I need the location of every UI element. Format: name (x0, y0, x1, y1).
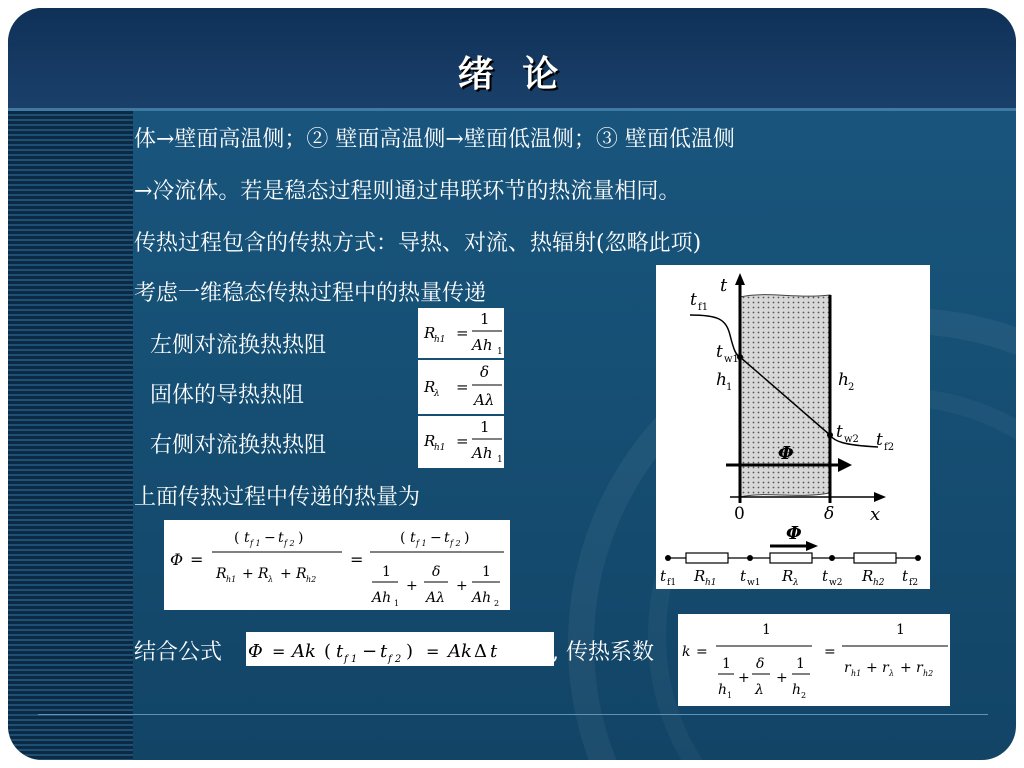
svg-text:w1: w1 (747, 578, 761, 588)
svg-text:−: − (362, 641, 378, 662)
svg-text:w2: w2 (844, 434, 859, 445)
svg-text:+: + (456, 578, 468, 594)
svg-text:+: + (280, 566, 292, 582)
svg-text:=: = (456, 324, 469, 342)
svg-text:f 1: f 1 (344, 654, 358, 665)
text-line-8: 上面传热过程中传递的热量为 (134, 485, 421, 510)
tf1-label: t (690, 290, 697, 310)
svg-text:1: 1 (726, 382, 733, 393)
item-left-convection: 左侧对流换热热阻 (150, 333, 327, 358)
header-divider (8, 108, 1016, 111)
svg-text:Aλ: Aλ (426, 590, 445, 606)
svg-text:+: + (242, 566, 254, 582)
svg-text:t: t (380, 641, 388, 662)
svg-text:w2: w2 (829, 578, 843, 588)
text-heat-transfer-coefficient: , 传热系数 (552, 640, 654, 665)
svg-text:1: 1 (382, 564, 391, 580)
svg-text:): ) (406, 641, 414, 662)
svg-text:h1: h1 (705, 578, 717, 588)
svg-text:λ: λ (268, 575, 274, 584)
svg-text:t: t (336, 641, 344, 662)
svg-text:=: = (456, 432, 469, 450)
svg-text:R: R (258, 566, 269, 582)
svg-text:r: r (882, 660, 889, 676)
svg-text:Ak: Ak (448, 641, 472, 662)
heat-flow-arrowhead (838, 458, 852, 472)
equation-rlambda (418, 360, 504, 414)
svg-text:h1: h1 (851, 669, 862, 678)
svg-text:1: 1 (482, 564, 491, 580)
origin-label: 0 (734, 504, 745, 524)
svg-text:f2: f2 (909, 578, 919, 588)
svg-text:h2: h2 (923, 669, 934, 678)
svg-text:λ: λ (434, 389, 440, 399)
resistor-rh1 (686, 553, 728, 563)
svg-text:λ: λ (755, 682, 764, 698)
node-tw2 (829, 555, 835, 561)
delta-label: δ (824, 504, 835, 524)
svg-text:f 2: f 2 (388, 654, 402, 665)
svg-text:Ak: Ak (292, 641, 316, 662)
svg-text:f1: f1 (667, 578, 677, 588)
svg-text:+: + (406, 578, 418, 594)
svg-text:t: t (490, 641, 498, 662)
svg-text:=: = (426, 642, 440, 661)
svg-text:Ah: Ah (472, 444, 493, 462)
footer-divider (38, 714, 988, 715)
left-stripe-decoration (8, 111, 133, 760)
svg-text:R: R (424, 432, 436, 450)
svg-text:f 2: f 2 (450, 539, 461, 548)
resistor-rlambda (770, 553, 812, 563)
svg-text:=: = (456, 378, 469, 396)
svg-text:=: = (350, 550, 364, 569)
phi-label: Φ (778, 443, 794, 464)
slide-title: 绪 论 (457, 53, 567, 95)
text-line-2: →冷流体。若是稳态过程则通过串联环节的热流量相同。 (134, 179, 681, 204)
svg-text:+: + (900, 660, 912, 676)
text-line-3: 传热过程包含的传热方式：导热、对流、热辐射(忽略此项) (134, 231, 702, 256)
svg-text:R: R (694, 567, 706, 585)
svg-text:1: 1 (727, 691, 733, 700)
slide (8, 8, 1016, 760)
svg-text:1: 1 (497, 347, 503, 357)
svg-text:2: 2 (494, 599, 500, 608)
svg-text:+: + (866, 660, 878, 676)
svg-text:R: R (424, 378, 436, 396)
h2-label: h (838, 370, 849, 390)
svg-text:Φ: Φ (248, 641, 263, 662)
svg-text:f1: f1 (698, 302, 709, 313)
svg-text:t: t (244, 530, 250, 546)
equation-rh2 (418, 416, 504, 468)
item-solid-conduction: 固体的导热热阻 (150, 383, 305, 408)
t-axis-label: t (720, 275, 728, 296)
svg-text:R: R (216, 566, 227, 582)
x-axis-arrow (874, 492, 886, 502)
svg-text:δ: δ (756, 656, 765, 672)
svg-text:1: 1 (394, 599, 400, 608)
svg-text:1: 1 (480, 310, 490, 328)
tw2-label: t (836, 422, 843, 442)
svg-text:Ah: Ah (372, 590, 392, 606)
h1-label: h (716, 370, 727, 390)
svg-text:t: t (444, 530, 450, 546)
svg-text:f 1: f 1 (416, 539, 427, 548)
equation-heat-flow (164, 520, 510, 610)
svg-text:1: 1 (796, 656, 805, 672)
svg-text:h2: h2 (873, 578, 885, 588)
svg-text:=: = (272, 642, 286, 661)
svg-text:λ: λ (889, 669, 895, 678)
svg-text:t: t (740, 567, 747, 585)
svg-text:λ: λ (793, 578, 799, 588)
svg-text:Φ: Φ (170, 550, 184, 569)
svg-text:r: r (844, 660, 851, 676)
svg-text:k: k (682, 644, 691, 660)
svg-text:h1: h1 (434, 335, 446, 345)
svg-text:t: t (822, 567, 829, 585)
svg-text:f2: f2 (884, 442, 895, 453)
svg-text:δ: δ (480, 363, 490, 381)
text-line-1: 体→壁面高温侧；② 壁面高温侧→壁面低温侧；③ 壁面低温侧 (134, 127, 735, 152)
equation-ak-delta-t (246, 632, 554, 666)
svg-text:=: = (824, 644, 836, 660)
svg-text:(: ( (400, 530, 406, 546)
tw2-point (827, 432, 833, 438)
svg-text:2: 2 (801, 691, 807, 700)
svg-text:f 2: f 2 (284, 539, 295, 548)
network-phi-arrowhead (806, 541, 818, 551)
equation-k (678, 614, 950, 706)
text-combine-formula: 结合公式 (134, 640, 223, 665)
svg-text:=: = (696, 644, 708, 660)
x-axis-label: x (870, 504, 881, 525)
wall-heat-transfer-figure (656, 265, 930, 589)
network-phi-label: Φ (786, 523, 802, 544)
t-axis-arrow (735, 273, 745, 285)
svg-text:h: h (718, 682, 728, 698)
node-tf2 (915, 555, 921, 561)
svg-text:−: − (430, 530, 442, 546)
equation-rh1 (418, 308, 504, 358)
svg-text:2: 2 (848, 382, 855, 393)
resistor-rh2 (854, 553, 896, 563)
svg-text:h1: h1 (434, 443, 446, 453)
item-right-convection: 右侧对流换热热阻 (150, 433, 327, 458)
svg-text:h: h (792, 682, 802, 698)
svg-text:(: ( (324, 641, 332, 662)
svg-text:R: R (424, 324, 436, 342)
svg-text:h2: h2 (306, 575, 317, 584)
svg-text:+: + (776, 670, 788, 686)
svg-text:1: 1 (896, 622, 905, 638)
tf2-label: t (876, 430, 883, 450)
text-line-4: 考虑一维稳态传热过程中的热量传递 (134, 281, 487, 306)
svg-text:t: t (660, 567, 667, 585)
svg-text:Ah: Ah (472, 590, 492, 606)
svg-text:r: r (916, 660, 923, 676)
svg-text:1: 1 (762, 622, 771, 638)
svg-text:R: R (782, 567, 794, 585)
svg-text:w1: w1 (724, 354, 739, 365)
svg-text:Δ: Δ (474, 641, 487, 662)
svg-text:f 1: f 1 (250, 539, 261, 548)
svg-text:t: t (902, 567, 909, 585)
svg-text:−: − (264, 530, 276, 546)
svg-text:(: ( (234, 530, 240, 546)
svg-text:1: 1 (480, 418, 490, 436)
svg-text:R: R (862, 567, 874, 585)
svg-text:1: 1 (722, 656, 731, 672)
svg-text:Ah: Ah (472, 336, 493, 354)
svg-text:Aλ: Aλ (474, 391, 495, 409)
svg-text:t: t (278, 530, 284, 546)
svg-text:R: R (296, 566, 307, 582)
node-tw1 (747, 555, 753, 561)
svg-text:=: = (190, 550, 204, 569)
svg-text:1: 1 (497, 455, 503, 465)
svg-text:h1: h1 (226, 575, 237, 584)
svg-text:+: + (738, 670, 750, 686)
svg-text:δ: δ (432, 564, 441, 580)
svg-text:): ) (464, 530, 470, 546)
tw1-label: t (716, 342, 723, 362)
svg-text:t: t (410, 530, 416, 546)
svg-text:): ) (298, 530, 304, 546)
node-tf1 (665, 555, 671, 561)
